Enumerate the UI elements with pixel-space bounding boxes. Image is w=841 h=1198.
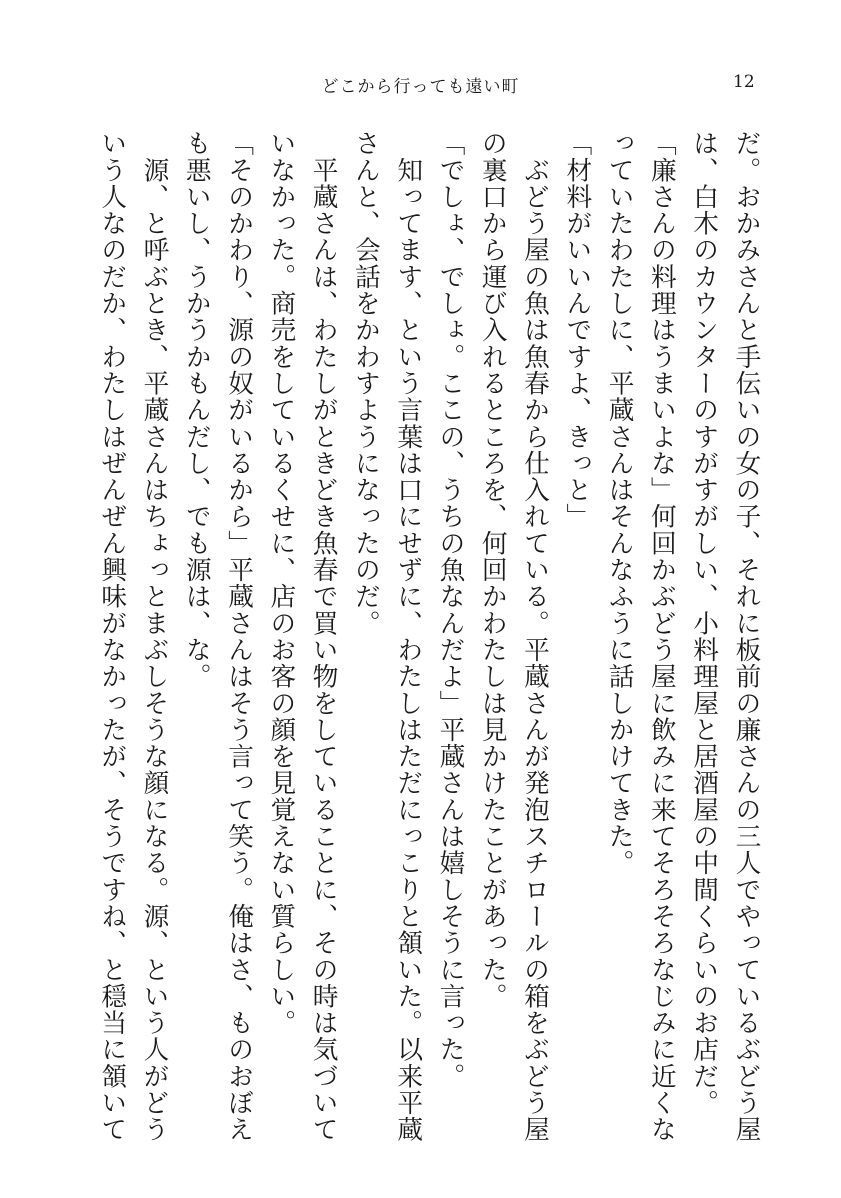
page-number: 12 [733, 72, 755, 92]
text-column: 「廉さんの料理はうまいよな」何回かぶどう屋に飲みに来てそろそろなじみに近くな [646, 130, 677, 1143]
text-column: だ。おかみさんと手伝いの女の子、それに板前の廉さんの三人でやっているぶどう屋 [730, 130, 761, 1143]
text-column: も悪いし、うかうかもんだし、でも源は、な。 [181, 130, 212, 690]
text-column: 「でしょ、でしょ。ここの、うちの魚なんだよ」平蔵さんは嬉しそうに言った。 [434, 130, 465, 1090]
text-column: さんと、会話をかわすようになったのだ。 [350, 130, 381, 637]
text-column: は、白木のカウンターのすがすがしい、小料理屋と居酒屋の中間くらいのお店だ。 [688, 130, 719, 1117]
text-column: 「材料がいいんですよ、きっと」 [561, 130, 592, 530]
text-column: っていたわたしに、平蔵さんはそんなふうに話しかけてきた。 [604, 130, 635, 877]
text-column: いう人なのだか、わたしはぜんぜん興味がなかったが、そうですね、と穏当に頷いて [96, 130, 127, 1143]
vertical-text-body [96, 130, 761, 1143]
running-header-title: どこから行っても遠い町 [321, 77, 520, 97]
text-column: 「そのかわり、源の奴がいるから」平蔵さんはそう言って笑う。俺はさ、ものおぼえ [223, 130, 254, 1143]
text-column: いなかった。商売をしているくせに、店のお客の顔を見覚えない質らしい。 [265, 130, 296, 1037]
text-column: ぶどう屋の魚は魚春から仕入れている。平蔵さんが発泡スチロールの箱をぶどう屋 [519, 130, 550, 1143]
text-column: の裏口から運び入れるところを、何回かわたしは見かけたことがあった。 [477, 130, 508, 1010]
text-column: 源、と呼ぶとき、平蔵さんはちょっとまぶしそうな顔になる。源、という人がどう [138, 130, 169, 1143]
text-column: 平蔵さんは、わたしがときどき魚春で買い物をしていることに、その時は気づいて [308, 130, 339, 1143]
text-column: 知ってます、という言葉は口にせずに、わたしはただにっこりと頷いた。以来平蔵 [392, 130, 423, 1143]
